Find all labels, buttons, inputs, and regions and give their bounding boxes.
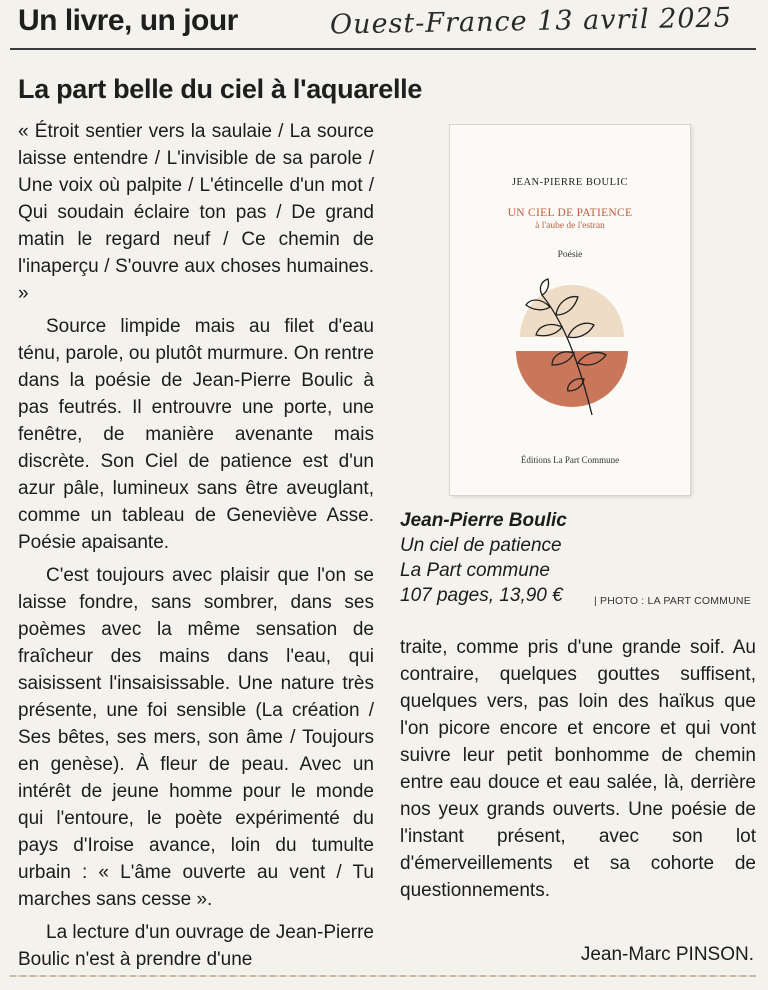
cover-subtitle: à l'aube de l'estran	[535, 221, 605, 231]
paragraph-continued: traite, comme pris d'une grande soif. Au contraire, quelques gouttes suffisent, quelques vers, pas loin des haïkus que l'on picore encore et encore et qui vont suivre leur petit bonhomme de chemin entre eau douce et eau salée, là, derrière nos yeux grands ouverts. Une poésie de l'instant présent, avec son lot d'émerveillements et sa cohorte de questionnements.	[400, 637, 756, 901]
cover-publisher: Éditions La Part Commune	[520, 455, 620, 465]
right-column	[400, 634, 756, 910]
book-cover	[450, 125, 690, 495]
photo-credit: | PHOTO : LA PART COMMUNE	[594, 595, 751, 607]
paragraph-quote: « Étroit sentier vers la saulaie / La source laisse entendre / L'invisible de sa parole / Une voix où palpite / L'étincelle d'un mot / Qui soudain éclaire ton pas / De grand matin le regard neuf / Ce chemin de l'inaperçu / S'ouvre aux choses humaines. »	[18, 121, 374, 304]
caption-details: 107 pages, 13,90 €	[400, 585, 563, 606]
cover-title: UN CIEL DE PATIENCE	[507, 207, 633, 219]
left-column	[18, 118, 374, 979]
author-signature: Jean-Marc PINSON.	[580, 944, 754, 965]
paragraph-3: C'est toujours avec plaisir que l'on se laisse fondre, sans sombrer, dans ses poèmes avec la même sensation de fraîcheur des mains dans l'eau, qui saisissent l'insaisissable. Une nature très présente, une foi sensible (La création / Ses bêtes, ses mers, son âme / Toujours en genèse). À fleur de peau. Avec un intérêt de jeune homme pour le monde qui l'entoure, le poète expérimenté du pays d'Iroise avance, loin du tumulte urbain : « L'âme ouverte au vent / Tu marches sans cesse ».	[18, 565, 374, 910]
paragraph-4: La lecture d'un ouvrage de Jean-Pierre Boulic n'est à prendre d'une	[18, 922, 374, 970]
article-headline: La part belle du ciel à l'aquarelle	[18, 74, 423, 104]
caption-title: Un ciel de patience	[400, 535, 562, 556]
handwritten-date-stamp: Ouest-France 13 avril 2025	[329, 2, 733, 41]
rubric-title: Un livre, un jour	[18, 4, 238, 37]
caption-author: Jean-Pierre Boulic	[400, 510, 567, 531]
paragraph-2: Source limpide mais au filet d'eau ténu, parole, ou plutôt murmure. On rentre dans la poésie de Jean-Pierre Boulic à pas feutrés. Il entrouvre une porte, une fenêtre, de manière avenante mais discrète. Son Ciel de patience est d'un azur pâle, lumineux sans être aveuglant, comme un tableau de Geneviève Asse. Poésie apaisante.	[18, 316, 374, 553]
caption-publisher: La Part commune	[400, 560, 550, 581]
cover-illustration-branch-icon	[512, 275, 632, 425]
book-caption	[400, 508, 567, 608]
cover-author: JEAN-PIERRE BOULIC	[511, 177, 629, 188]
top-divider	[10, 48, 756, 50]
bottom-divider	[10, 975, 756, 977]
cover-genre: Poésie	[557, 250, 583, 260]
